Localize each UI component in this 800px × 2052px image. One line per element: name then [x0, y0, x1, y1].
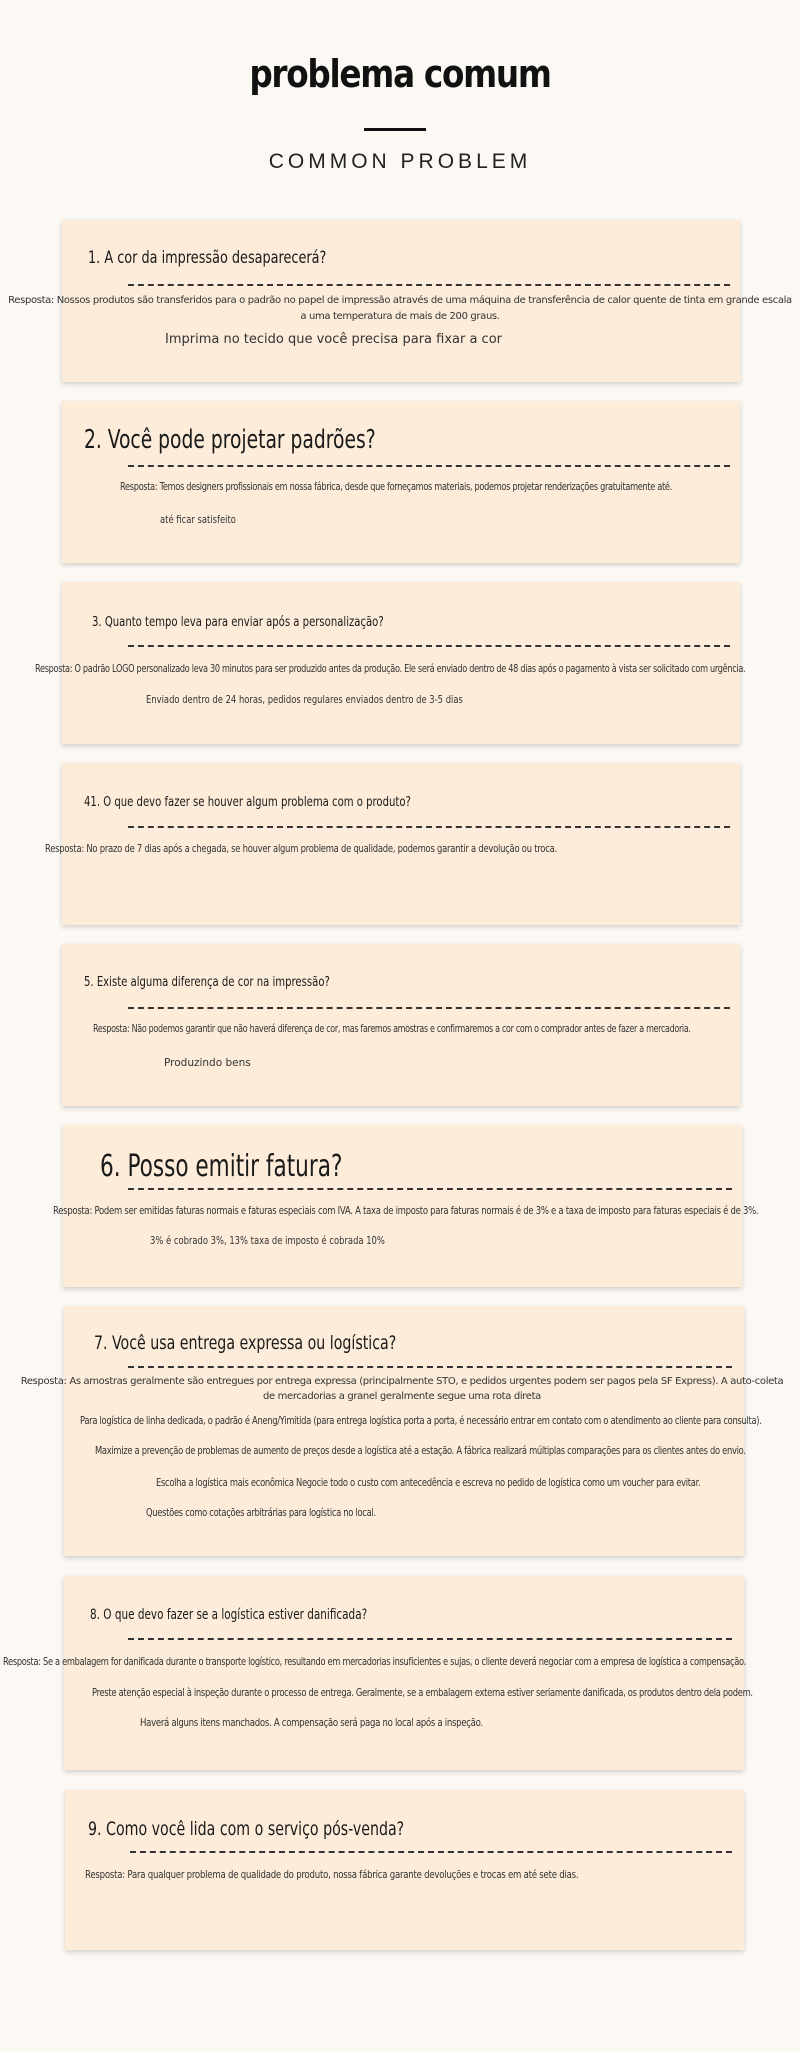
faq-question: 8. O que devo fazer se a logística estiver danificada? [90, 1607, 368, 1623]
question-divider [128, 465, 730, 467]
faq-answer: Resposta: Se a embalagem for danificada durante o transporte logístico, resultando em mercadorias insuficientes e sujas, o cliente deverá negociar com a empresa de logística a compensação. [3, 1655, 746, 1668]
question-divider [128, 645, 730, 647]
faq-question: 6. Posso emitir fatura? [100, 1149, 343, 1184]
page-subtitle: COMMON PROBLEM [268, 150, 532, 173]
faq-note: Produzindo bens [164, 1057, 251, 1069]
faq-question: 7. Você usa entrega expressa ou logística? [94, 1332, 397, 1354]
faq-note: Preste atenção especial à inspeção durante o processo de entrega. Geralmente, se a embalagem externa estiver seriamente danificada, os produtos dentro dela podem. [92, 1686, 753, 1699]
faq-note: Questões como cotações arbitrárias para logística no local. [146, 1506, 376, 1519]
faq-answer: Resposta: Para qualquer problema de qualidade do produto, nossa fábrica garante devoluções e trocas em até sete dias. [85, 1868, 579, 1881]
question-divider [128, 826, 730, 828]
faq-answer: Resposta: As amostras geralmente são entregues por entrega expressa (principalmente STO, e pedidos urgentes podem ser pagos pela SF Express). A auto-coleta de mercadorias a granel geralmente segue uma rota direta [20, 1376, 784, 1402]
question-divider [130, 1851, 732, 1853]
faq-note: Maximize a prevenção de problemas de aumento de preços desde a logística até a estação. A fábrica realizará múltiplas comparações para os clientes antes do envio. [95, 1444, 746, 1457]
faq-answer: Resposta: O padrão LOGO personalizado leva 30 minutos para ser produzido antes da produção. Ele será enviado dentro de 48 dias após o pagamento à vista ser solicitado com urgência. [35, 662, 746, 675]
question-divider [128, 1638, 732, 1640]
question-divider [128, 284, 730, 286]
faq-answer: Resposta: Temos designers profissionais em nossa fábrica, desde que forneçamos materiais, podemos projetar renderizações gratuitamente até. [120, 481, 672, 493]
faq-answer: Resposta: Nossos produtos são transferidos para o padrão no papel de impressão através de uma máquina de transferência de calor quente de tinta em grande escala a uma temperatura de mais de 200 graus. [8, 295, 792, 322]
faq-note: 3% é cobrado 3%, 13% taxa de imposto é cobrada 10% [150, 1235, 385, 1247]
faq-answer: Resposta: Não podemos garantir que não haverá diferença de cor, mas faremos amostras e confirmaremos a cor com o comprador antes de fazer a mercadoria. [93, 1023, 691, 1035]
faq-question: 9. Como você lida com o serviço pós-venda? [88, 1818, 405, 1840]
faq-question: 3. Quanto tempo leva para enviar após a personalização? [92, 614, 384, 630]
faq-answer: Resposta: No prazo de 7 dias após a chegada, se houver algum problema de qualidade, podemos garantir a devolução ou troca. [45, 843, 557, 855]
faq-question: 5. Existe alguma diferença de cor na impressão? [84, 974, 330, 990]
faq-note: Haverá alguns itens manchados. A compensação será paga no local após a inspeção. [140, 1716, 483, 1729]
question-divider [128, 1007, 730, 1009]
faq-note: Escolha a logística mais econômica Negocie todo o custo com antecedência e escreva no pedido de logística como um voucher para evitar. [156, 1476, 701, 1489]
page-header [0, 0, 800, 200]
page-title: problema comum [249, 52, 551, 96]
faq-card-8 [64, 1576, 744, 1770]
faq-question: 2. Você pode projetar padrões? [84, 425, 376, 455]
question-divider [128, 1366, 732, 1368]
faq-question: 41. O que devo fazer se houver algum problema com o produto? [84, 794, 411, 810]
faq-note: até ficar satisfeito [160, 514, 236, 526]
faq-note: Para logística de linha dedicada, o padrão é Aneng/Yimitida (para entrega logística porta a porta, é necessário entrar em contato com o atendimento ao cliente para consulta). [80, 1414, 762, 1427]
faq-question: 1. A cor da impressão desaparecerá? [88, 248, 327, 268]
faq-note: Imprima no tecido que você precisa para fixar a cor [165, 332, 503, 347]
question-divider [128, 1188, 732, 1190]
faq-answer: Resposta: Podem ser emitidas faturas normais e faturas especiais com IVA. A taxa de imposto para faturas normais é de 3% e a taxa de imposto para faturas especiais é de 3%. [53, 1204, 759, 1217]
title-divider [364, 128, 426, 131]
faq-note: Enviado dentro de 24 horas, pedidos regulares enviados dentro de 3-5 dias [146, 694, 463, 706]
